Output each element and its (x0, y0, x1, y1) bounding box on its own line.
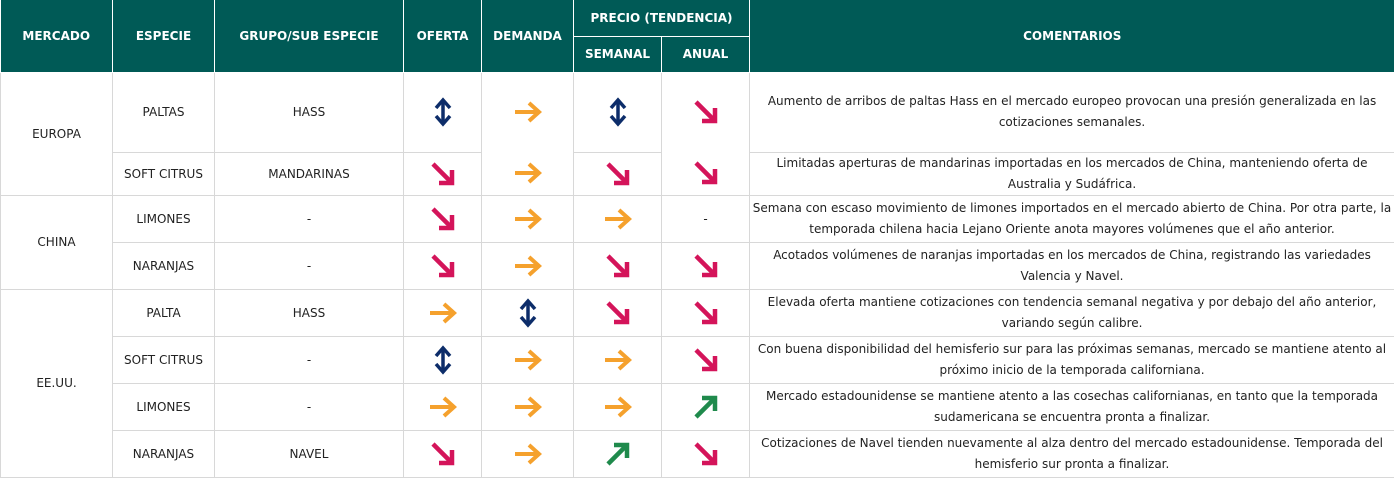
oferta-cell (404, 289, 482, 336)
right-arrow-icon (510, 201, 546, 237)
demanda-cell (482, 195, 574, 242)
down-right-arrow-icon (688, 94, 724, 130)
demanda-cell (482, 242, 574, 289)
comment-cell-text: Acotados volúmenes de naranjas importadas en los mercados de China, registrando las variedades Valencia y Navel. (773, 248, 1371, 283)
down-right-arrow-icon (600, 156, 636, 192)
anual-cell (662, 336, 750, 383)
grupo-cell-text: MANDARINAS (268, 167, 349, 181)
down-right-arrow-icon (688, 155, 724, 191)
oferta-cell (404, 242, 482, 289)
grupo-cell-text: - (307, 400, 311, 414)
comment-cell-text: Elevada oferta mantiene cotizaciones con tendencia semanal negativa y por debajo del año anterior, variando según calibre. (768, 295, 1377, 330)
demanda-cell (482, 72, 574, 152)
oferta-cell (404, 383, 482, 430)
comment-cell (750, 383, 1394, 430)
grupo-cell-text: - (307, 353, 311, 367)
grupo-cell (215, 195, 404, 242)
market-cell-text: CHINA (37, 235, 75, 249)
comment-cell-text: Con buena disponibilidad del hemisferio sur para las próximas semanas, mercado se mantiene atento al próximo inicio de la temporada californiana. (758, 342, 1386, 377)
down-right-arrow-icon (425, 156, 461, 192)
right-arrow-icon (510, 342, 546, 378)
especie-cell (113, 152, 215, 195)
right-arrow-icon (425, 389, 461, 425)
especie-cell-text: PALTA (146, 306, 180, 320)
especie-cell-text: SOFT CITRUS (124, 167, 203, 181)
grupo-cell (215, 152, 404, 195)
table-row (1, 383, 1394, 430)
demanda-cell (482, 383, 574, 430)
anual-cell (662, 383, 750, 430)
demanda-cell (482, 152, 574, 195)
down-right-arrow-icon (688, 295, 724, 331)
oferta-cell (404, 72, 482, 152)
semanal-cell (574, 152, 662, 195)
market-cell (1, 195, 113, 289)
oferta-cell (404, 336, 482, 383)
especie-cell-text: LIMONES (136, 400, 190, 414)
grupo-cell (215, 336, 404, 383)
header-mercado: MERCADO (1, 0, 113, 72)
header-oferta: OFERTA (404, 0, 482, 72)
anual-cell-text: - (703, 212, 707, 226)
demanda-cell (482, 289, 574, 336)
anual-cell (662, 152, 750, 195)
grupo-cell-text: - (307, 259, 311, 273)
especie-cell (113, 72, 215, 152)
up-down-arrow-icon (600, 94, 636, 130)
comment-cell-text: Cotizaciones de Navel tienden nuevamente al alza dentro del mercado estadounidense. Temporada del hemisferio sur pronta a finalizar. (761, 436, 1383, 471)
comment-cell (750, 336, 1394, 383)
header-especie: ESPECIE (113, 0, 215, 72)
semanal-cell (574, 195, 662, 242)
down-right-arrow-icon (425, 248, 461, 284)
down-right-arrow-icon (425, 436, 461, 472)
table-row (1, 242, 1394, 289)
demanda-cell (482, 336, 574, 383)
table-row (1, 195, 1394, 242)
semanal-cell (574, 72, 662, 152)
right-arrow-icon (510, 248, 546, 284)
right-arrow-icon (600, 201, 636, 237)
right-arrow-icon (510, 94, 546, 130)
grupo-cell (215, 383, 404, 430)
down-right-arrow-icon (688, 248, 724, 284)
anual-cell (662, 289, 750, 336)
semanal-cell (574, 383, 662, 430)
comment-cell (750, 72, 1394, 152)
table-body (1, 72, 1394, 477)
down-right-arrow-icon (688, 436, 724, 472)
right-arrow-icon (600, 342, 636, 378)
table-row (1, 152, 1394, 195)
right-arrow-icon (600, 389, 636, 425)
anual-cell (662, 195, 750, 242)
semanal-cell (574, 336, 662, 383)
semanal-cell (574, 289, 662, 336)
comment-cell (750, 289, 1394, 336)
header-demanda: DEMANDA (482, 0, 574, 72)
up-down-arrow-icon (510, 295, 546, 331)
comment-cell-text: Semana con escaso movimiento de limones importados en el mercado abierto de China. Por otra parte, la temporada chilena hacia Lejano Oriente anota mayores volúmenes que el año anterior. (753, 201, 1391, 236)
comment-cell (750, 195, 1394, 242)
especie-cell (113, 336, 215, 383)
header-precio: PRECIO (TENDENCIA) (574, 0, 750, 36)
especie-cell-text: PALTAS (143, 105, 185, 119)
down-right-arrow-icon (600, 248, 636, 284)
table-row (1, 289, 1394, 336)
grupo-cell-text: NAVEL (290, 447, 329, 461)
up-down-arrow-icon (425, 342, 461, 378)
semanal-cell (574, 242, 662, 289)
comment-cell (750, 152, 1394, 195)
oferta-cell (404, 195, 482, 242)
up-right-arrow-icon (600, 436, 636, 472)
oferta-cell (404, 152, 482, 195)
header-grupo: GRUPO/SUB ESPECIE (215, 0, 404, 72)
down-right-arrow-icon (600, 295, 636, 331)
header-anual: ANUAL (662, 36, 750, 72)
especie-cell-text: NARANJAS (133, 447, 194, 461)
down-right-arrow-icon (688, 342, 724, 378)
table-row (1, 72, 1394, 152)
grupo-cell-text: HASS (293, 105, 325, 119)
up-right-arrow-icon (688, 389, 724, 425)
market-cell-text: EUROPA (32, 127, 81, 141)
header-comentarios: COMENTARIOS (750, 0, 1394, 72)
comment-cell-text: Mercado estadounidense se mantiene atento a las cosechas californianas, en tanto que la temporada sudamericana se encuentra pronta a finalizar. (766, 389, 1378, 424)
grupo-cell (215, 72, 404, 152)
right-arrow-icon (510, 436, 546, 472)
grupo-cell-text: HASS (293, 306, 325, 320)
anual-cell (662, 72, 750, 152)
grupo-cell-text: - (307, 212, 311, 226)
anual-cell (662, 242, 750, 289)
down-right-arrow-icon (425, 201, 461, 237)
comment-cell-text: Aumento de arribos de paltas Hass en el mercado europeo provocan una presión generalizada en las cotizaciones semanales. (768, 94, 1376, 129)
grupo-cell (215, 289, 404, 336)
especie-cell-text: SOFT CITRUS (124, 353, 203, 367)
grupo-cell (215, 242, 404, 289)
market-cell (1, 72, 113, 195)
right-arrow-icon (510, 155, 546, 191)
comment-cell (750, 242, 1394, 289)
especie-cell (113, 195, 215, 242)
especie-cell (113, 289, 215, 336)
up-down-arrow-icon (425, 94, 461, 130)
comment-cell-text: Limitadas aperturas de mandarinas importadas en los mercados de China, manteniendo oferta de Australia y Sudáfrica. (777, 156, 1368, 191)
header-semanal: SEMANAL (574, 36, 662, 72)
especie-cell-text: NARANJAS (133, 259, 194, 273)
table-row (1, 336, 1394, 383)
especie-cell-text: LIMONES (136, 212, 190, 226)
market-cell-text: EE.UU. (36, 376, 76, 390)
market-cell (1, 289, 113, 477)
especie-cell (113, 242, 215, 289)
right-arrow-icon (425, 295, 461, 331)
especie-cell (113, 383, 215, 430)
right-arrow-icon (510, 389, 546, 425)
